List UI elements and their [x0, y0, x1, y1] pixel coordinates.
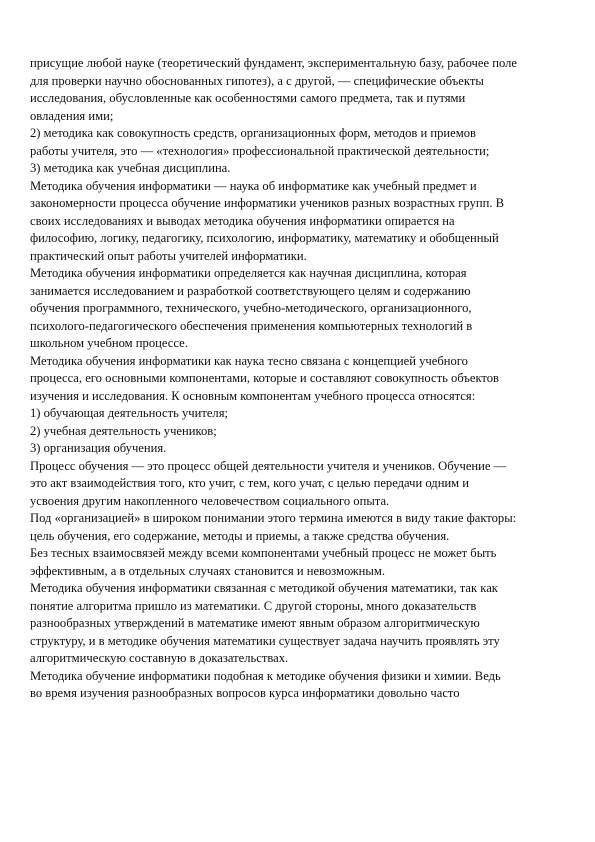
text-line: для проверки научно обоснованных гипотез), а с другой, — специфические объекты [30, 73, 484, 88]
text-line: Методика обучение информатики подобная к методике обучения физики и химии. Ведь [30, 668, 501, 683]
text-line: Без тесных взаимосвязей между всеми компонентами учебный процесс не может быть [30, 546, 497, 560]
text-line: во время изучения разнообразных вопросов курса информатики довольно часто [30, 686, 460, 700]
text-line: занимается исследованием и разработкой соответствующего целям и содержанию [30, 283, 471, 298]
text-line: школьном учебном процессе. [30, 336, 188, 350]
text-line: философию, логику, педагогику, психологию, информатику, математику и обобщенный [30, 231, 499, 245]
text-line: закономерности процесса обучение информатики учеников разных возрастных групп. В [30, 196, 505, 210]
text-line: структуру, и в методике обучения математики существует задача научить проявлять эту [30, 633, 500, 648]
text-line: Методика обучения информатики связанная с методикой обучения математики, так как [30, 581, 498, 595]
text-line: Под «организацией» в широком понимании этого термина имеются в виду такие факторы: [30, 511, 517, 525]
text-line: практический опыт работы учителей информатики. [30, 248, 307, 263]
text-line: 2) учебная деятельность учеников; [30, 423, 217, 438]
text-line: 3) методика как учебная дисциплина. [30, 161, 231, 175]
text-line: цель обучения, его содержание, методы и приемы, а также средства обучения. [30, 528, 450, 543]
text-line: 3) организация обучения. [30, 441, 167, 455]
text-line: Методика обучения информатики определяется как научная дисциплина, которая [30, 266, 467, 280]
text-line: психолого-педагогического обеспечения применения компьютерных технологий в [30, 318, 473, 333]
text-line: своих исследованиях и выводах методика обучения информатики опирается на [30, 213, 455, 228]
text-line: процесса, его основными компонентами, которые и составляют совокупность объектов [30, 371, 499, 385]
text-line: алгоритмическую составную в доказательствах. [30, 651, 289, 665]
text-line: разнообразных утверждений в математике имеют явным образом алгоритмическую [30, 616, 480, 630]
text-line: присущие любой науке (теоретический фундамент, экспериментальную базу, рабочее поле [30, 56, 517, 70]
text-line: 2) методика как совокупность средств, организационных форм, методов и приемов [30, 126, 476, 140]
text-line: Процесс обучения — это процесс общей деятельности учителя и учеников. Обучение — [30, 458, 507, 473]
text-line: усвоения другим накопленного человечеством социального опыта. [30, 493, 390, 508]
text-line: понятие алгоритма пришло из математики. С другой стороны, много доказательств [30, 598, 477, 613]
text-line: Методика обучения информатики как наука тесно связана с концепцией учебного [30, 353, 468, 368]
text-line: исследования, обусловленные как особенностями самого предмета, так и путями [30, 91, 466, 105]
text-line: изучения и исследования. К основным компонентам учебного процесса относятся: [30, 388, 476, 403]
text-line: овладения ими; [30, 108, 114, 123]
document-body [30, 55, 570, 703]
text-line: обучения программного, технического, учебно-методического, организационного, [30, 301, 472, 315]
text-line: 1) обучающая деятельность учителя; [30, 406, 229, 420]
text-line: работы учителя, это — «технология» профессиональной практической деятельности; [30, 143, 490, 158]
text-line: это акт взаимодействия того, кто учит, с тем, кого учат, с целью передачи одним и [30, 476, 470, 490]
text-line: Методика обучения информатики — наука об информатике как учебный предмет и [30, 178, 477, 193]
text-line: эффективным, а в отдельных случаях становится и невозможным. [30, 563, 385, 578]
